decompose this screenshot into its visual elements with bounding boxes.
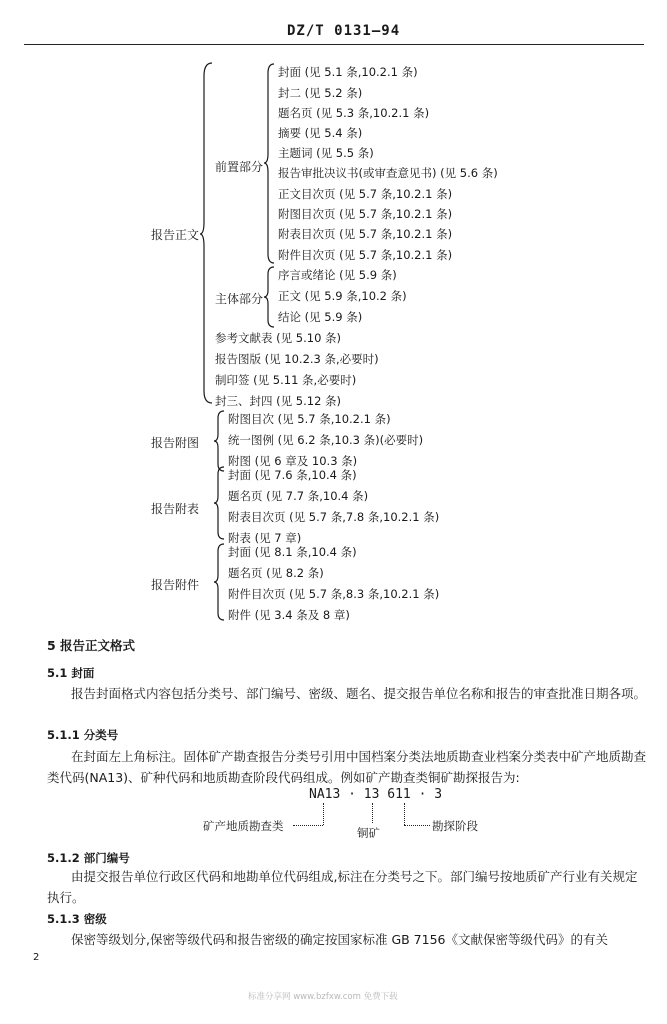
section-5-1-text: 报告封面格式内容包括分类号、部门编号、密级、题名、提交报告单位名称和报告的审查批准日期各项。 [71, 686, 647, 701]
tables-item: 题名页 (见 7.7 条,10.4 条) [228, 489, 369, 503]
front-item: 主题词 (见 5.5 条) [278, 146, 374, 160]
attachments-item: 题名页 (见 8.2 条) [228, 566, 324, 580]
front-matter-brace [264, 63, 276, 264]
header-rule [24, 44, 644, 45]
body-item: 正文 (见 5.9 条,10.2 条) [278, 289, 407, 303]
front-item: 附图目次页 (见 5.7 条,10.2.1 条) [278, 207, 453, 221]
other-item: 参考文献表 (见 5.10 条) [215, 331, 342, 345]
body-item: 序言或绪论 (见 5.9 条) [278, 268, 397, 282]
section-5-1-2-text: 由提交报告单位行政区代码和地勘单位代码组成,标注在分类号之下。部门编号按地质矿产行业有关规定执行。 [47, 869, 638, 905]
body-item: 结论 (见 5.9 条) [278, 310, 363, 324]
code-label-mineral: 铜矿 [357, 826, 380, 840]
other-item: 封三、封四 (见 5.12 条) [215, 394, 342, 408]
attachments-item: 附件目次页 (见 5.7 条,8.3 条,10.2.1 条) [228, 587, 440, 601]
section-5-1-1-text: 在封面左上角标注。固体矿产勘查报告分类号引用中国档案分类法地质勘查业档案分类表中矿产地质勘查类代码(NA13)、矿种代码和地质勘查阶段代码组成。例如矿产勘查类铜矿勘探报告为: [47, 749, 647, 785]
front-item: 摘要 (见 5.4 条) [278, 126, 363, 140]
page-number: 2 [33, 952, 40, 963]
other-item: 制印签 (见 5.11 条,必要时) [215, 373, 357, 387]
connector-left-horizontal [293, 825, 323, 826]
section-5-1-1-heading: 5.1.1 分类号 [47, 728, 119, 742]
front-item: 报告审批决议书(或审查意见书) (见 5.6 条) [278, 166, 498, 180]
section-5-1-heading: 5.1 封面 [47, 666, 95, 680]
front-item: 正文目次页 (见 5.7 条,10.2.1 条) [278, 187, 453, 201]
front-item: 封面 (见 5.1 条,10.2.1 条) [278, 65, 418, 79]
front-matter-label: 前置部分 [215, 160, 264, 174]
tables-item: 附表 (见 7 章) [228, 531, 302, 545]
front-item: 附件目次页 (见 5.7 条,10.2.1 条) [278, 248, 453, 262]
connector-right-horizontal [404, 825, 430, 826]
connector-right-vertical [404, 803, 405, 825]
code-label-stage: 勘探阶段 [432, 819, 478, 833]
section-5-1-3-text: 保密等级划分,保密等级代码和报告密级的确定按国家标准 GB 7156《文献保密等级代码》的有关 [71, 932, 608, 947]
body-part-brace [264, 266, 276, 328]
figures-item: 附图目次 (见 5.7 条,10.2.1 条) [228, 412, 391, 426]
attachments-label: 报告附件 [151, 578, 200, 592]
tables-label: 报告附表 [151, 502, 200, 516]
other-item: 报告图版 (见 10.2.3 条,必要时) [215, 352, 379, 366]
figures-item: 统一图例 (见 6.2 条,10.3 条)(必要时) [228, 433, 424, 447]
document-code: DZ/T 0131—94 [287, 23, 401, 39]
attachments-item: 封面 (见 8.1 条,10.4 条) [228, 545, 357, 559]
main-body-brace [200, 62, 214, 404]
code-label-category: 矿产地质勘查类 [203, 819, 284, 833]
figures-label: 报告附图 [151, 436, 200, 450]
attachments-brace [214, 543, 226, 621]
main-body-label: 报告正文 [151, 228, 200, 242]
figures-item: 附图 (见 6 章及 10.3 条) [228, 454, 358, 468]
tables-item: 附表目次页 (见 5.7 条,7.8 条,10.2.1 条) [228, 510, 440, 524]
tables-item: 封面 (见 7.6 条,10.4 条) [228, 468, 357, 482]
front-item: 附表目次页 (见 5.7 条,10.2.1 条) [278, 227, 453, 241]
tables-brace [214, 466, 226, 540]
section-5-1-3-heading: 5.1.3 密级 [47, 912, 107, 926]
connector-mid-vertical [372, 803, 373, 823]
figures-brace [214, 410, 226, 472]
connector-left-vertical [323, 803, 324, 825]
section-5-1-2-heading: 5.1.2 部门编号 [47, 851, 130, 865]
attachments-item: 附件 (见 3.4 条及 8 章) [228, 608, 350, 622]
body-part-label: 主体部分 [215, 292, 264, 306]
footer-watermark: 标准分享网 www.bzfxw.com 免费下载 [248, 992, 398, 1002]
front-item: 封二 (见 5.2 条) [278, 86, 363, 100]
code-example: NA13 · 13 611 · 3 [309, 787, 443, 802]
section-5-title: 5 报告正文格式 [47, 638, 136, 653]
front-item: 题名页 (见 5.3 条,10.2.1 条) [278, 106, 430, 120]
